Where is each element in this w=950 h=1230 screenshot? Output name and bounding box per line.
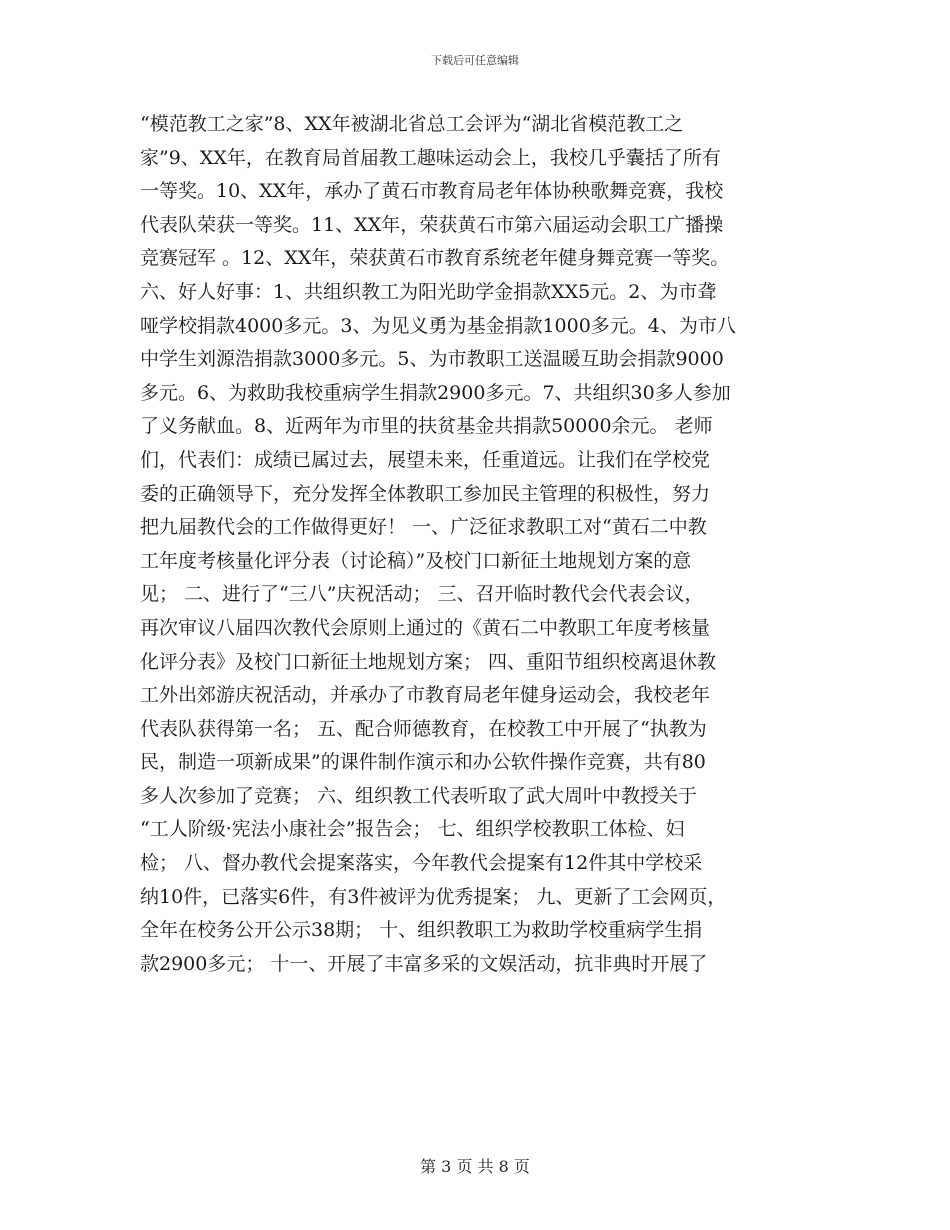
text-line: 多元。6、为救助我校重病学生捐款2900多元。7、共组织30多人参加 [140, 381, 731, 404]
text-line: 一等奖。10、XX年，承办了黄石市教育局老年体协秧歌舞竞赛，我校 [140, 180, 724, 203]
text-line: 哑学校捐款4000多元。3、为见义勇为基金捐款1000多元。4、为市八 [140, 314, 736, 337]
text-line: 家”9、XX年，在教育局首届教工趣味运动会上，我校几乎囊括了所有 [140, 146, 721, 169]
text-line: “模范教工之家”8、XX年被湖北省总工会评为“湖北省模范教工之 [140, 113, 684, 135]
text-line: 代表队荣获一等奖。11、XX年，荣获黄石市第六届运动会职工广播操 [140, 213, 724, 236]
page-number-footer: 第 3 页 共 8 页 [420, 1157, 530, 1176]
text-line: 民，制造一项新成果”的课件制作演示和办公软件操作竞赛，共有80 [140, 751, 706, 774]
text-line: 把九届教代会的工作做得更好！ 一、广泛征求教职工对“黄石二中教 [140, 516, 707, 539]
text-line: 了义务献血。8、近两年为市里的扶贫基金共捐款50000余元。 老师 [140, 415, 713, 438]
text-line: 委的正确领导下，充分发挥全体教职工参加民主管理的积极性，努力 [140, 482, 711, 505]
text-line: 们，代表们：成绩已属过去，展望未来，任重道远。让我们在学校党 [140, 448, 711, 471]
document-body [140, 108, 830, 981]
text-line: 工外出郊游庆祝活动，并承办了市教育局老年健身运动会，我校老年 [140, 684, 711, 707]
text-line: 竞赛冠军 。12、XX年，荣获黄石市教育系统老年健身舞竞赛一等奖。 [140, 247, 730, 270]
text-line: 工年度考核量化评分表（讨论稿）”及校门口新征土地规划方案的意 [140, 549, 692, 572]
text-line: 纳10件，已落实6件，有3件被评为优秀提案； 九、更新了工会网页， [140, 885, 727, 908]
text-line: 检； 八、督办教代会提案落实，今年教代会提案有12件其中学校采 [140, 852, 703, 875]
text-line: 化评分表》及校门口新征土地规划方案； 四、重阳节组织校离退休教 [140, 650, 717, 673]
text-line: 款2900多元； 十一、开展了丰富多采的文娱活动，抗非典时开展了 [140, 952, 708, 975]
text-line: 六、好人好事：1、共组织教工为阳光助学金捐款XX5元。2、为市聋 [140, 280, 717, 303]
text-line: 代表队获得第一名； 五、配合师德教育，在校教工中开展了“执教为 [140, 717, 707, 740]
text-line: 中学生刘源浩捐款3000多元。5、为市教职工送温暖互助会捐款9000 [140, 348, 724, 371]
text-line: 多人次参加了竞赛； 六、组织教工代表听取了武大周叶中教授关于 [140, 784, 698, 807]
text-line: 见； 二、进行了“三八”庆祝活动； 三、召开临时教代会代表会议， [140, 583, 704, 606]
text-line: “工人阶级·宪法小康社会”报告会； 七、组织学校教职工体检、妇 [140, 818, 685, 841]
text-line: 全年在校务公开公示38期； 十、组织教职工为救助学校重病学生捐 [140, 919, 703, 942]
page-header: 下载后可任意编辑 [431, 54, 519, 67]
text-line: 再次审议八届四次教代会原则上通过的《黄石二中教职工年度考核量 [140, 616, 711, 639]
